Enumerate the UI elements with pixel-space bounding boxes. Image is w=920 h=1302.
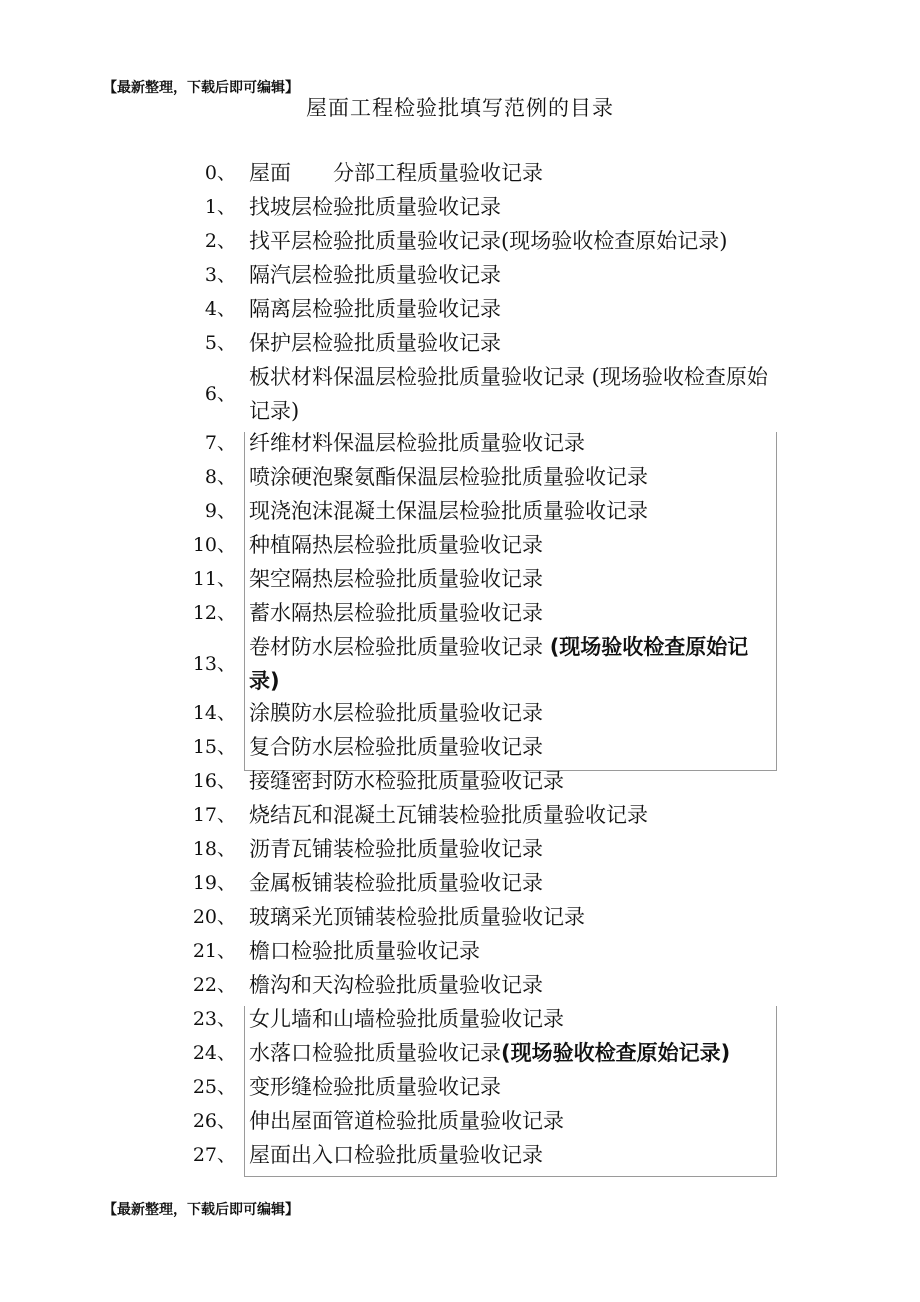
item-label: 檐沟和天沟检验批质量验收记录 [249,973,543,997]
item-number: 26、 [192,1110,236,1132]
list-item [0,360,920,428]
item-label: 烧结瓦和混凝土瓦铺装检验批质量验收记录 [249,803,648,827]
item-label-bold: (现场验收检查原始记录) [249,635,749,693]
item-label: 纤维材料保温层检验批质量验收记录 [249,431,585,455]
item-label: 隔离层检验批质量验收记录 [249,297,501,321]
item-label: 接缝密封防水检验批质量验收记录 [249,769,564,793]
watermark-top: 【最新整理，下载后即可编辑】 [103,80,299,96]
item-number: 0、 [204,162,236,184]
list-item [0,730,920,764]
item-number: 4、 [204,298,236,320]
item-number: 21、 [192,940,236,962]
item-number: 19、 [192,872,236,894]
list-item [0,630,920,698]
item-number: 11、 [192,568,236,590]
item-label: 女儿墙和山墙检验批质量验收记录 [249,1007,564,1031]
list-item [0,156,920,190]
item-number: 6、 [204,383,236,405]
item-number: 14、 [192,702,236,724]
item-number: 8、 [204,466,236,488]
item-number: 12、 [192,602,236,624]
list-item [0,596,920,630]
list-item [0,1104,920,1138]
item-label: 保护层检验批质量验收记录 [249,331,501,355]
list-item [0,460,920,494]
list-item [0,1070,920,1104]
item-number: 2、 [204,230,236,252]
item-label: 蓄水隔热层检验批质量验收记录 [249,601,543,625]
item-label: 复合防水层检验批质量验收记录 [249,735,543,759]
item-number: 24、 [192,1042,236,1064]
list-item [0,696,920,730]
item-number: 23、 [192,1008,236,1030]
item-number: 15、 [192,736,236,758]
item-label: 变形缝检验批质量验收记录 [249,1075,501,1099]
list-item [0,528,920,562]
item-number: 5、 [204,332,236,354]
list-item [0,258,920,292]
item-number: 3、 [204,264,236,286]
list-item [0,494,920,528]
item-label: 架空隔热层检验批质量验收记录 [249,567,543,591]
item-label: 现浇泡沫混凝土保温层检验批质量验收记录 [249,499,648,523]
item-number: 13、 [192,653,236,675]
list-item [0,1002,920,1036]
item-label: 板状材料保温层检验批质量验收记录 (现场验收检查原始记录) [249,365,768,423]
item-label-text: 水落口检验批质量验收记录 [249,1041,501,1065]
list-item [0,190,920,224]
list-item [0,326,920,360]
item-number: 22、 [192,974,236,996]
list-item [0,968,920,1002]
item-label: 伸出屋面管道检验批质量验收记录 [249,1109,564,1133]
list-item [0,764,920,798]
item-label [249,1036,777,1070]
item-label: 屋面 分部工程质量验收记录 [249,161,543,185]
item-label-bold: (现场验收检查原始记录) [501,1041,731,1065]
item-label-text: 卷材防水层检验批质量验收记录 [249,635,550,659]
item-number: 10、 [192,534,236,556]
item-label: 檐口检验批质量验收记录 [249,939,480,963]
list-item [0,934,920,968]
list-item [0,1036,920,1070]
list-item [0,900,920,934]
list-item [0,292,920,326]
watermark-bottom: 【最新整理，下载后即可编辑】 [103,1202,299,1218]
item-number: 25、 [192,1076,236,1098]
page-title: 屋面工程检验批填写范例的目录 [306,96,614,120]
list-item [0,562,920,596]
list-item [0,866,920,900]
item-number: 7、 [204,432,236,454]
item-label [249,630,777,698]
item-label: 沥青瓦铺装检验批质量验收记录 [249,837,543,861]
item-label: 金属板铺装检验批质量验收记录 [249,871,543,895]
item-number: 17、 [192,804,236,826]
item-label: 隔汽层检验批质量验收记录 [249,263,501,287]
list-item [0,426,920,460]
item-number: 18、 [192,838,236,860]
item-number: 20、 [192,906,236,928]
item-label: 屋面出入口检验批质量验收记录 [249,1143,543,1167]
list-item [0,832,920,866]
item-label: 玻璃采光顶铺装检验批质量验收记录 [249,905,585,929]
item-number: 1、 [204,196,236,218]
item-number: 16、 [192,770,236,792]
item-label: 找坡层检验批质量验收记录 [249,195,501,219]
item-label: 种植隔热层检验批质量验收记录 [249,533,543,557]
item-label: 涂膜防水层检验批质量验收记录 [249,701,543,725]
list-item [0,1138,920,1172]
item-label: 喷涂硬泡聚氨酯保温层检验批质量验收记录 [249,465,648,489]
item-label: 找平层检验批质量验收记录(现场验收检查原始记录) [249,229,728,253]
item-number: 9、 [204,500,236,522]
list-item [0,798,920,832]
list-item [0,224,920,258]
item-number: 27、 [192,1144,236,1166]
